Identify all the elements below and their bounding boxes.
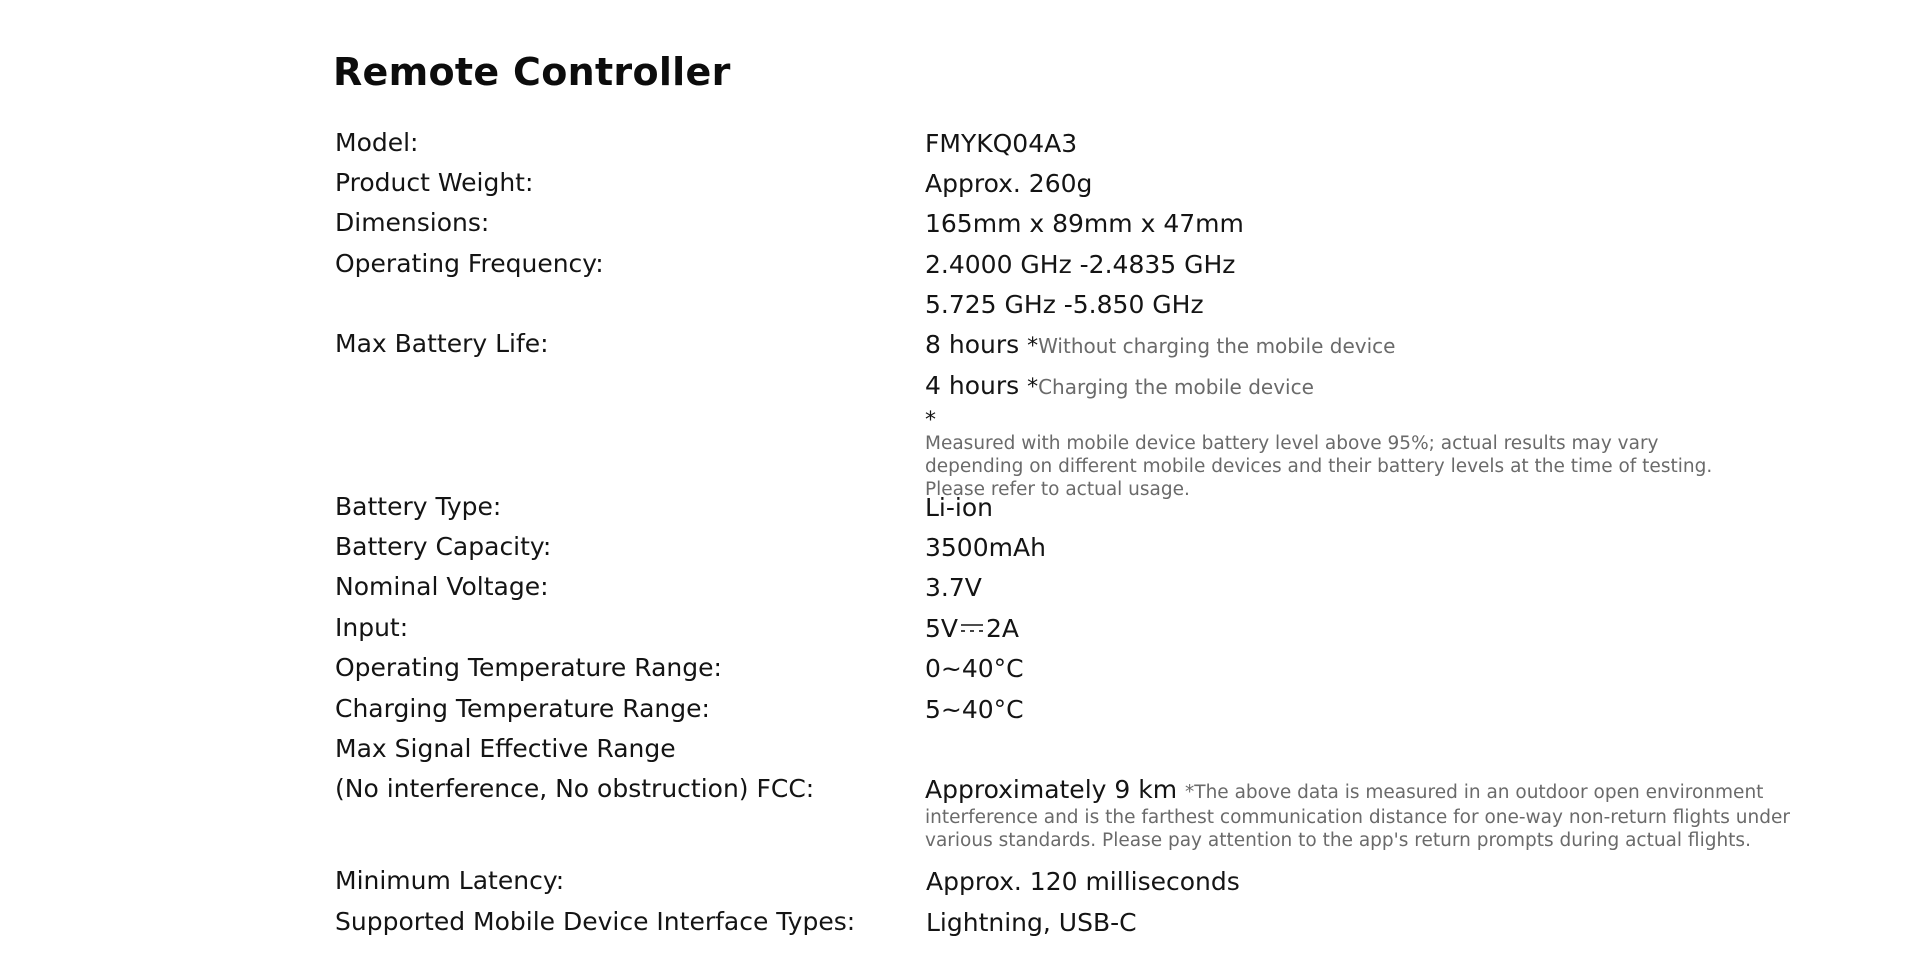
battery-life-note: Without charging the mobile device: [1038, 334, 1396, 358]
note-line: interference and is the farthest communication distance for one-way non-return flights under: [925, 807, 1790, 828]
battery-life-label: Max Battery Life:: [335, 329, 549, 358]
latency-label: Minimum Latency:: [335, 866, 565, 895]
dimensions-value: 165mm x 89mm x 47mm: [925, 209, 1244, 238]
operating-temp-label: Operating Temperature Range:: [335, 653, 722, 682]
charging-temp-value: 5~40°C: [925, 695, 1024, 724]
model-label: Model:: [335, 128, 419, 157]
weight-label: Product Weight:: [335, 168, 534, 197]
signal-range-value-line: [925, 774, 1763, 809]
battery-capacity-value: 3500mAh: [925, 533, 1046, 562]
frequency-label: Operating Frequency:: [335, 249, 604, 278]
weight-value: Approx. 260g: [925, 169, 1093, 198]
battery-type-value: Li-ion: [925, 493, 993, 522]
frequency-value-1: 2.4000 GHz -2.4835 GHz: [925, 250, 1236, 279]
battery-capacity-label: Battery Capacity:: [335, 532, 552, 561]
footnote-line: [925, 409, 1712, 455]
charging-temp-label: Charging Temperature Range:: [335, 694, 710, 723]
interfaces-value: Lightning, USB-C: [926, 908, 1137, 937]
battery-life-entry: [925, 329, 1395, 363]
dc-current-icon: [960, 623, 984, 633]
latency-value: Approx. 120 milliseconds: [926, 867, 1240, 896]
footnote-line: Please refer to actual usage.: [925, 479, 1190, 500]
battery-type-label: Battery Type:: [335, 492, 502, 521]
signal-range-value: Approximately 9 km: [925, 775, 1178, 804]
note-star: *: [1027, 375, 1039, 400]
interfaces-label: Supported Mobile Device Interface Types:: [335, 907, 856, 936]
signal-range-note: [925, 806, 1790, 852]
footnote-line: depending on different mobile devices and their battery levels at the time of testing.: [925, 456, 1713, 477]
signal-range-label-line2: (No interference, No obstruction) FCC:: [335, 774, 815, 803]
note-line: various standards. Please pay attention to the app's return prompts during actual flights.: [925, 830, 1751, 851]
dimensions-label: Dimensions:: [335, 208, 490, 237]
input-label: Input:: [335, 613, 409, 642]
footnote-text: Measured with mobile device battery level above 95%; actual results may vary: [925, 433, 1659, 454]
signal-range-label-line1: Max Signal Effective Range: [335, 734, 676, 763]
battery-life-note: Charging the mobile device: [1038, 375, 1314, 399]
signal-range-note-1: *The above data is measured in an outdoor open environment: [1185, 782, 1764, 803]
model-value: FMYKQ04A3: [925, 129, 1078, 158]
input-voltage: 5V: [925, 614, 959, 643]
input-current: 2A: [986, 614, 1020, 643]
operating-temp-value: 0~40°C: [925, 654, 1024, 683]
battery-life-value: 4 hours: [925, 371, 1020, 400]
input-value: [925, 613, 1019, 645]
voltage-value: 3.7V: [925, 573, 982, 602]
note-star: *: [925, 408, 936, 433]
note-star: *: [1027, 334, 1039, 359]
page-title: Remote Controller: [333, 50, 731, 94]
battery-life-value: 8 hours: [925, 330, 1020, 359]
battery-life-footnote: [925, 409, 1712, 501]
voltage-label: Nominal Voltage:: [335, 572, 549, 601]
frequency-value-2: 5.725 GHz -5.850 GHz: [925, 290, 1204, 319]
battery-life-entry: [925, 370, 1314, 404]
